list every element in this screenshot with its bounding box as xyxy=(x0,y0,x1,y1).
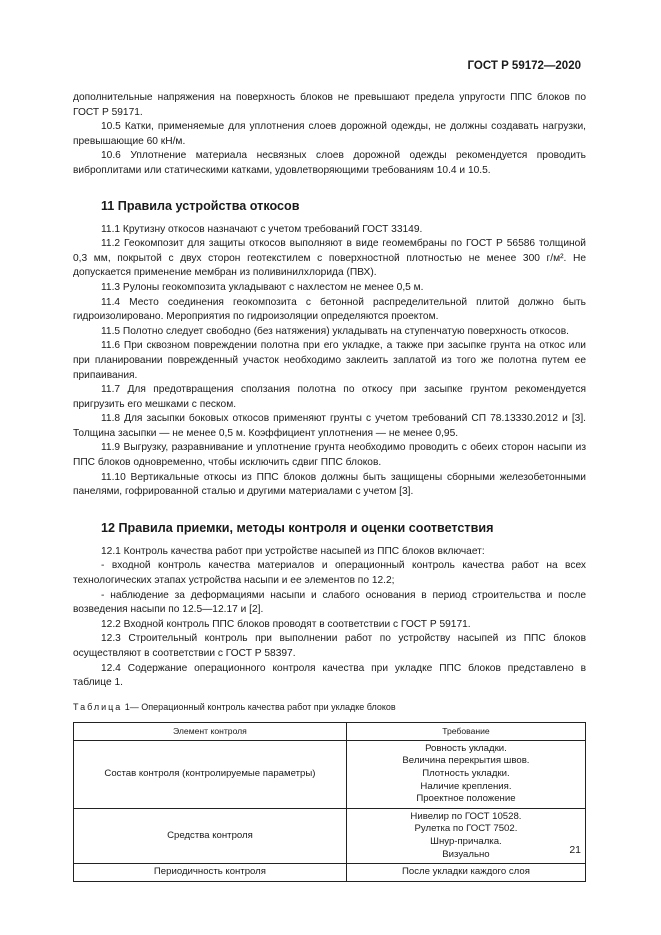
table-header-row xyxy=(74,722,586,740)
table-caption-word: Таблица xyxy=(73,701,123,712)
paragraph-12-3: 12.3 Строительный контроль при выполнении работ по устройству насыпей из ППС блоков осуществляют в соответствии с ГОСТ Р 58397. xyxy=(73,633,586,659)
table-header-requirement: Требование xyxy=(346,722,585,740)
paragraph-11-5: 11.5 Полотно следует свободно (без натяжения) укладывать на ступенчатую поверхность откосов. xyxy=(101,325,569,337)
requirement-line: Нивелир по ГОСТ 10528. xyxy=(410,810,522,822)
requirement-line: Наличие крепления. xyxy=(420,780,512,792)
list-item-deformation-monitoring: - наблюдение за деформациями насыпи и слабого основания в период строительства и после возведения насыпи по 12.5—12.17 и [2]. xyxy=(73,589,586,616)
paragraph-10-6: 10.6 Уплотнение материала несвязных слоев дорожной одежды рекомендуется проводить виброплитами или статическими катками, удовлетворяющими требованиям 10.4 и 10.5. xyxy=(73,150,586,176)
table-cell-element: Периодичность контроля xyxy=(74,864,347,882)
section-11-title: 11 Правила устройства откосов xyxy=(101,198,300,213)
table-caption-text: 1— Операционный контроль качества работ при укладке блоков xyxy=(122,701,396,712)
paragraph-11-7: 11.7 Для предотвращения сползания полотна по откосу при засыпке грунтом рекомендуется пригрузить его мешками с песком. xyxy=(73,384,586,410)
control-table xyxy=(73,722,586,882)
list-item-input-control: - входной контроль качества материалов и операционный контроль качества работ на всех технологических этапах устройства насыпи и ее элементов по 12.2; xyxy=(73,560,586,587)
requirement-line: Рулетка по ГОСТ 7502. xyxy=(414,823,518,835)
paragraph-11-9: 11.9 Выгрузку, разравнивание и уплотнение грунта необходимо проводить с обеих сторон насыпи из ППС блоков одновременно, чтобы исключить сдвиг ППС блоков. xyxy=(73,442,586,469)
table-header-element: Элемент контроля xyxy=(74,722,347,740)
paragraph-11-6: 11.6 При сквозном повреждении полотна при его укладке, а также при засыпке грунта на откос или при планировании поврежденный участок необходимо заклеить заплатой из того же полотна путем ее припаивания. xyxy=(73,340,586,381)
table-cell-requirement: После укладки каждого слоя xyxy=(346,864,585,882)
paragraph-11-8: 11.8 Для засыпки боковых откосов применяют грунты с учетом требований СП 78.13330.2012 и [3]. Толщина засыпки — не менее 0,5 м. Коэффициент уплотнения — не менее 0,95. xyxy=(73,413,586,439)
table-cell-requirement xyxy=(346,740,585,808)
table-caption xyxy=(73,701,586,713)
table-row xyxy=(74,864,586,882)
page-number: 21 xyxy=(569,844,581,856)
requirement-line: Ровность укладки. xyxy=(425,742,507,754)
table-cell-requirement xyxy=(346,808,585,863)
section-12-title: 12 Правила приемки, методы контроля и оценки соответствия xyxy=(101,520,494,535)
paragraph-11-2: 11.2 Геокомпозит для защиты откосов выполняют в виде геомембраны по ГОСТ Р 56586 толщиной 0,3 мм, покрытой с двух сторон геотекстилем с поверхностной плотностью не менее 300 г/м². Не допускается применение мембран из поливинилхлорида (ПВХ). xyxy=(73,238,586,279)
table-cell-element: Средства контроля xyxy=(74,808,347,863)
paragraph-12-2: 12.2 Входной контроль ППС блоков проводят в соответствии с ГОСТ Р 59171. xyxy=(101,618,471,630)
requirement-line: Проектное положение xyxy=(416,793,516,805)
document-header: ГОСТ Р 59172—2020 xyxy=(467,60,581,72)
table-cell-element: Состав контроля (контролируемые параметры) xyxy=(74,740,347,808)
paragraph-12-4: 12.4 Содержание операционного контроля качества при укладке ППС блоков представлено в таблице 1. xyxy=(73,662,586,689)
paragraph-11-3: 11.3 Рулоны геокомпозита укладывают с нахлестом не менее 0,5 м. xyxy=(101,281,424,293)
document-body xyxy=(73,91,586,882)
table-row xyxy=(74,740,586,808)
requirement-line: Величина перекрытия швов. xyxy=(402,755,530,767)
paragraph-continuation: дополнительные напряжения на поверхность блоков не превышают предела упругости ППС блоков по ГОСТ Р 59171. xyxy=(73,92,586,118)
requirement-line: Шнур-причалка. xyxy=(430,835,502,847)
paragraph-11-1: 11.1 Крутизну откосов назначают с учетом требований ГОСТ 33149. xyxy=(101,223,423,235)
requirement-line: Визуально xyxy=(442,848,490,860)
paragraph-11-10: 11.10 Вертикальные откосы из ППС блоков должны быть защищены сборными железобетонными панелями, гофрированной сталью и другими материалами с учетом [3]. xyxy=(73,471,586,498)
table-row xyxy=(74,808,586,863)
paragraph-11-4: 11.4 Место соединения геокомпозита с бетонной распределительной плитой должно быть гидроизолировано. Мероприятия по гидроизоляции определяются проектом. xyxy=(73,296,586,323)
requirement-line: Плотность укладки. xyxy=(422,767,510,779)
paragraph-10-5: 10.5 Катки, применяемые для уплотнения слоев дорожной одежды, не должны создавать нагрузки, превышающие 60 кН/м. xyxy=(73,121,586,147)
paragraph-12-1: 12.1 Контроль качества работ при устройстве насыпей из ППС блоков включает: xyxy=(101,545,485,557)
